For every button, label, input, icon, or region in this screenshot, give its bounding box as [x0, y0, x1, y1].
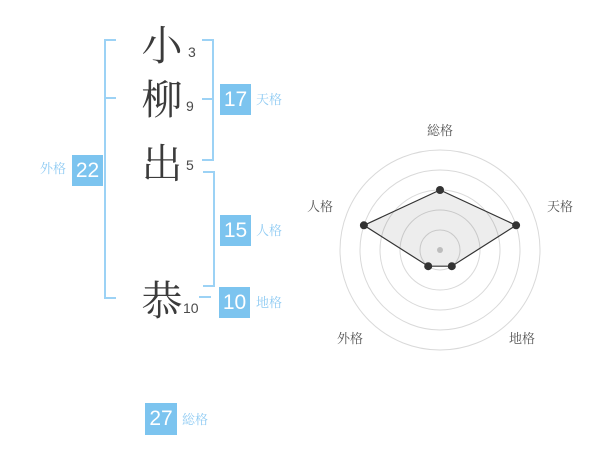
jinkaku-label: 人格 [256, 223, 283, 238]
radar-chart [330, 140, 550, 360]
radar-axis-label-chikaku: 地格 [508, 331, 535, 346]
bracket-tick [104, 97, 116, 99]
bracket-tick [203, 285, 215, 287]
name-character-1: 小 [141, 23, 183, 69]
gaikaku-label: 外格 [40, 161, 67, 176]
jinkaku-value-badge: 15 [220, 215, 251, 246]
radar-axis-label-tenkaku: 天格 [546, 199, 573, 214]
radar-axis-label-jinkaku: 人格 [306, 199, 333, 214]
bracket-tick [202, 39, 214, 41]
gaikaku-value-badge: 22 [72, 155, 103, 186]
bracket-tick [203, 171, 215, 173]
bracket-tick [202, 98, 214, 100]
bracket-tick [104, 39, 116, 41]
soukaku-value-badge: 27 [145, 403, 177, 435]
name-character-4: 恭 [141, 278, 183, 324]
name-character-3: 出 [141, 141, 183, 187]
stroke-count-1: 3 [188, 44, 196, 60]
chikaku-tick [199, 296, 211, 298]
jinkaku-bracket-line [213, 171, 215, 287]
bracket-tick [104, 297, 116, 299]
name-character-2: 柳 [141, 77, 183, 123]
tenkaku-label: 天格 [256, 92, 283, 107]
stroke-count-2: 9 [186, 98, 194, 114]
radar-axis-label-soukaku: 総格 [426, 123, 453, 138]
tenkaku-bracket-line [212, 39, 214, 161]
chikaku-value-badge: 10 [219, 287, 250, 318]
soukaku-label: 総格 [182, 412, 209, 427]
tenkaku-value-badge: 17 [220, 84, 251, 115]
gaikaku-bracket-line [104, 39, 106, 299]
chikaku-label: 地格 [256, 295, 283, 310]
radar-axis-label-gaikaku: 外格 [336, 331, 363, 346]
bracket-tick [202, 159, 214, 161]
stroke-count-4: 10 [183, 300, 199, 316]
stroke-count-3: 5 [186, 157, 194, 173]
